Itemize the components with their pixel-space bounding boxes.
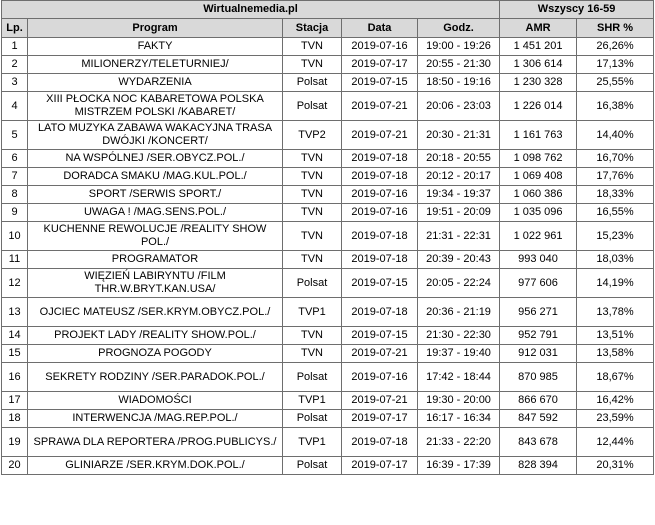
row-lp: 13	[2, 298, 28, 327]
col-time: Godz.	[418, 19, 500, 38]
row-date: 2019-07-16	[342, 186, 418, 204]
row-shr: 16,70%	[577, 150, 654, 168]
row-shr: 18,33%	[577, 186, 654, 204]
row-amr: 1 230 328	[500, 74, 577, 92]
table-row	[2, 222, 654, 251]
table-row	[2, 428, 654, 457]
row-shr: 20,31%	[577, 457, 654, 475]
row-station: Polsat	[283, 410, 342, 428]
row-shr: 13,78%	[577, 298, 654, 327]
row-amr: 1 060 386	[500, 186, 577, 204]
row-station: TVN	[283, 345, 342, 363]
table-row	[2, 298, 654, 327]
row-date: 2019-07-17	[342, 56, 418, 74]
target-group-title: Wszyscy 16-59	[500, 1, 654, 19]
row-time: 19:30 - 20:00	[418, 392, 500, 410]
col-station: Stacja	[283, 19, 342, 38]
row-amr: 870 985	[500, 363, 577, 392]
row-amr: 912 031	[500, 345, 577, 363]
row-station: TVN	[283, 56, 342, 74]
row-program: WIADOMOŚCI	[28, 392, 283, 410]
row-station: TVN	[283, 168, 342, 186]
row-shr: 16,42%	[577, 392, 654, 410]
row-shr: 14,19%	[577, 269, 654, 298]
row-lp: 7	[2, 168, 28, 186]
row-date: 2019-07-15	[342, 327, 418, 345]
row-station: Polsat	[283, 74, 342, 92]
row-program: KUCHENNE REWOLUCJE /REALITY SHOW POL./	[28, 222, 283, 251]
row-amr: 1 226 014	[500, 92, 577, 121]
row-shr: 16,38%	[577, 92, 654, 121]
row-program: GLINIARZE /SER.KRYM.DOK.POL./	[28, 457, 283, 475]
row-time: 19:51 - 20:09	[418, 204, 500, 222]
row-lp: 2	[2, 56, 28, 74]
row-program: LATO MUZYKA ZABAWA WAKACYJNA TRASA DWÓJKI /KONCERT/	[28, 121, 283, 150]
row-station: TVP2	[283, 121, 342, 150]
row-program: FAKTY	[28, 38, 283, 56]
row-date: 2019-07-17	[342, 457, 418, 475]
table-row	[2, 74, 654, 92]
row-lp: 6	[2, 150, 28, 168]
row-date: 2019-07-16	[342, 38, 418, 56]
row-lp: 5	[2, 121, 28, 150]
row-lp: 15	[2, 345, 28, 363]
row-lp: 17	[2, 392, 28, 410]
row-amr: 1 161 763	[500, 121, 577, 150]
row-date: 2019-07-15	[342, 74, 418, 92]
table-row	[2, 392, 654, 410]
table-row	[2, 269, 654, 298]
row-station: TVN	[283, 251, 342, 269]
row-station: Polsat	[283, 269, 342, 298]
row-time: 16:17 - 16:34	[418, 410, 500, 428]
row-station: Polsat	[283, 363, 342, 392]
row-program: XIII PŁOCKA NOC KABARETOWA POLSKA MISTRZEM POLSKI /KABARET/	[28, 92, 283, 121]
row-station: TVN	[283, 150, 342, 168]
row-lp: 3	[2, 74, 28, 92]
row-program: OJCIEC MATEUSZ /SER.KRYM.OBYCZ.POL./	[28, 298, 283, 327]
row-lp: 11	[2, 251, 28, 269]
row-time: 16:39 - 17:39	[418, 457, 500, 475]
col-program: Program	[28, 19, 283, 38]
row-time: 17:42 - 18:44	[418, 363, 500, 392]
row-time: 18:50 - 19:16	[418, 74, 500, 92]
row-amr: 828 394	[500, 457, 577, 475]
row-amr: 1 098 762	[500, 150, 577, 168]
row-lp: 16	[2, 363, 28, 392]
row-station: TVN	[283, 222, 342, 251]
col-shr: SHR %	[577, 19, 654, 38]
table-row	[2, 121, 654, 150]
row-time: 19:37 - 19:40	[418, 345, 500, 363]
row-amr: 977 606	[500, 269, 577, 298]
row-station: Polsat	[283, 92, 342, 121]
row-time: 20:12 - 20:17	[418, 168, 500, 186]
row-lp: 4	[2, 92, 28, 121]
row-station: TVN	[283, 204, 342, 222]
row-lp: 14	[2, 327, 28, 345]
table-row	[2, 457, 654, 475]
table-row	[2, 150, 654, 168]
row-amr: 1 306 614	[500, 56, 577, 74]
row-station: Polsat	[283, 457, 342, 475]
row-shr: 17,13%	[577, 56, 654, 74]
row-amr: 956 271	[500, 298, 577, 327]
row-shr: 18,03%	[577, 251, 654, 269]
row-lp: 1	[2, 38, 28, 56]
col-lp: Lp.	[2, 19, 28, 38]
row-station: TVP1	[283, 298, 342, 327]
row-station: TVN	[283, 186, 342, 204]
row-program: DORADCA SMAKU /MAG.KUL.POL./	[28, 168, 283, 186]
row-program: WIĘZIEŃ LABIRYNTU /FILM THR.W.BRYT.KAN.USA/	[28, 269, 283, 298]
row-program: MILIONERZY/TELETURNIEJ/	[28, 56, 283, 74]
row-date: 2019-07-21	[342, 92, 418, 121]
row-time: 21:33 - 22:20	[418, 428, 500, 457]
row-shr: 15,23%	[577, 222, 654, 251]
row-lp: 12	[2, 269, 28, 298]
row-time: 19:34 - 19:37	[418, 186, 500, 204]
row-program: PROGRAMATOR	[28, 251, 283, 269]
row-program: SPORT /SERWIS SPORT./	[28, 186, 283, 204]
row-time: 20:05 - 22:24	[418, 269, 500, 298]
row-program: SPRAWA DLA REPORTERA /PROG.PUBLICYS./	[28, 428, 283, 457]
row-amr: 952 791	[500, 327, 577, 345]
table-row	[2, 345, 654, 363]
row-date: 2019-07-18	[342, 251, 418, 269]
table-row	[2, 410, 654, 428]
row-date: 2019-07-18	[342, 298, 418, 327]
row-program: SEKRETY RODZINY /SER.PARADOK.POL./	[28, 363, 283, 392]
row-station: TVP1	[283, 392, 342, 410]
row-date: 2019-07-16	[342, 204, 418, 222]
row-shr: 16,55%	[577, 204, 654, 222]
row-date: 2019-07-21	[342, 121, 418, 150]
table-row	[2, 251, 654, 269]
row-station: TVN	[283, 38, 342, 56]
row-date: 2019-07-21	[342, 392, 418, 410]
row-date: 2019-07-17	[342, 410, 418, 428]
row-amr: 1 069 408	[500, 168, 577, 186]
row-date: 2019-07-15	[342, 269, 418, 298]
row-program: INTERWENCJA /MAG.REP.POL./	[28, 410, 283, 428]
table-row	[2, 92, 654, 121]
row-shr: 26,26%	[577, 38, 654, 56]
table-row	[2, 38, 654, 56]
row-program: PROGNOZA POGODY	[28, 345, 283, 363]
table-row	[2, 204, 654, 222]
row-amr: 866 670	[500, 392, 577, 410]
row-lp: 19	[2, 428, 28, 457]
row-amr: 1 451 201	[500, 38, 577, 56]
table-header-columns	[2, 19, 654, 38]
table-row	[2, 327, 654, 345]
row-date: 2019-07-16	[342, 363, 418, 392]
row-program: UWAGA ! /MAG.SENS.POL./	[28, 204, 283, 222]
row-shr: 12,44%	[577, 428, 654, 457]
ratings-table	[1, 0, 654, 475]
row-lp: 9	[2, 204, 28, 222]
row-time: 20:36 - 21:19	[418, 298, 500, 327]
table-header-top	[2, 1, 654, 19]
table-row	[2, 186, 654, 204]
row-shr: 23,59%	[577, 410, 654, 428]
row-lp: 10	[2, 222, 28, 251]
row-amr: 847 592	[500, 410, 577, 428]
table-row	[2, 56, 654, 74]
row-shr: 13,51%	[577, 327, 654, 345]
row-amr: 1 022 961	[500, 222, 577, 251]
row-shr: 17,76%	[577, 168, 654, 186]
row-lp: 8	[2, 186, 28, 204]
table-row	[2, 168, 654, 186]
row-time: 19:00 - 19:26	[418, 38, 500, 56]
row-shr: 18,67%	[577, 363, 654, 392]
row-program: WYDARZENIA	[28, 74, 283, 92]
row-date: 2019-07-18	[342, 168, 418, 186]
row-station: TVP1	[283, 428, 342, 457]
col-amr: AMR	[500, 19, 577, 38]
row-amr: 993 040	[500, 251, 577, 269]
row-time: 20:06 - 23:03	[418, 92, 500, 121]
row-date: 2019-07-18	[342, 428, 418, 457]
row-time: 21:30 - 22:30	[418, 327, 500, 345]
row-program: NA WSPÓLNEJ /SER.OBYCZ.POL./	[28, 150, 283, 168]
row-amr: 1 035 096	[500, 204, 577, 222]
row-lp: 18	[2, 410, 28, 428]
row-program: PROJEKT LADY /REALITY SHOW.POL./	[28, 327, 283, 345]
row-time: 20:30 - 21:31	[418, 121, 500, 150]
row-amr: 843 678	[500, 428, 577, 457]
col-date: Data	[342, 19, 418, 38]
row-shr: 13,58%	[577, 345, 654, 363]
row-station: TVN	[283, 327, 342, 345]
row-time: 20:55 - 21:30	[418, 56, 500, 74]
table-row	[2, 363, 654, 392]
row-date: 2019-07-21	[342, 345, 418, 363]
row-date: 2019-07-18	[342, 150, 418, 168]
row-shr: 14,40%	[577, 121, 654, 150]
row-shr: 25,55%	[577, 74, 654, 92]
row-time: 20:39 - 20:43	[418, 251, 500, 269]
row-date: 2019-07-18	[342, 222, 418, 251]
row-time: 20:18 - 20:55	[418, 150, 500, 168]
row-lp: 20	[2, 457, 28, 475]
row-time: 21:31 - 22:31	[418, 222, 500, 251]
source-title: Wirtualnemedia.pl	[2, 1, 500, 19]
